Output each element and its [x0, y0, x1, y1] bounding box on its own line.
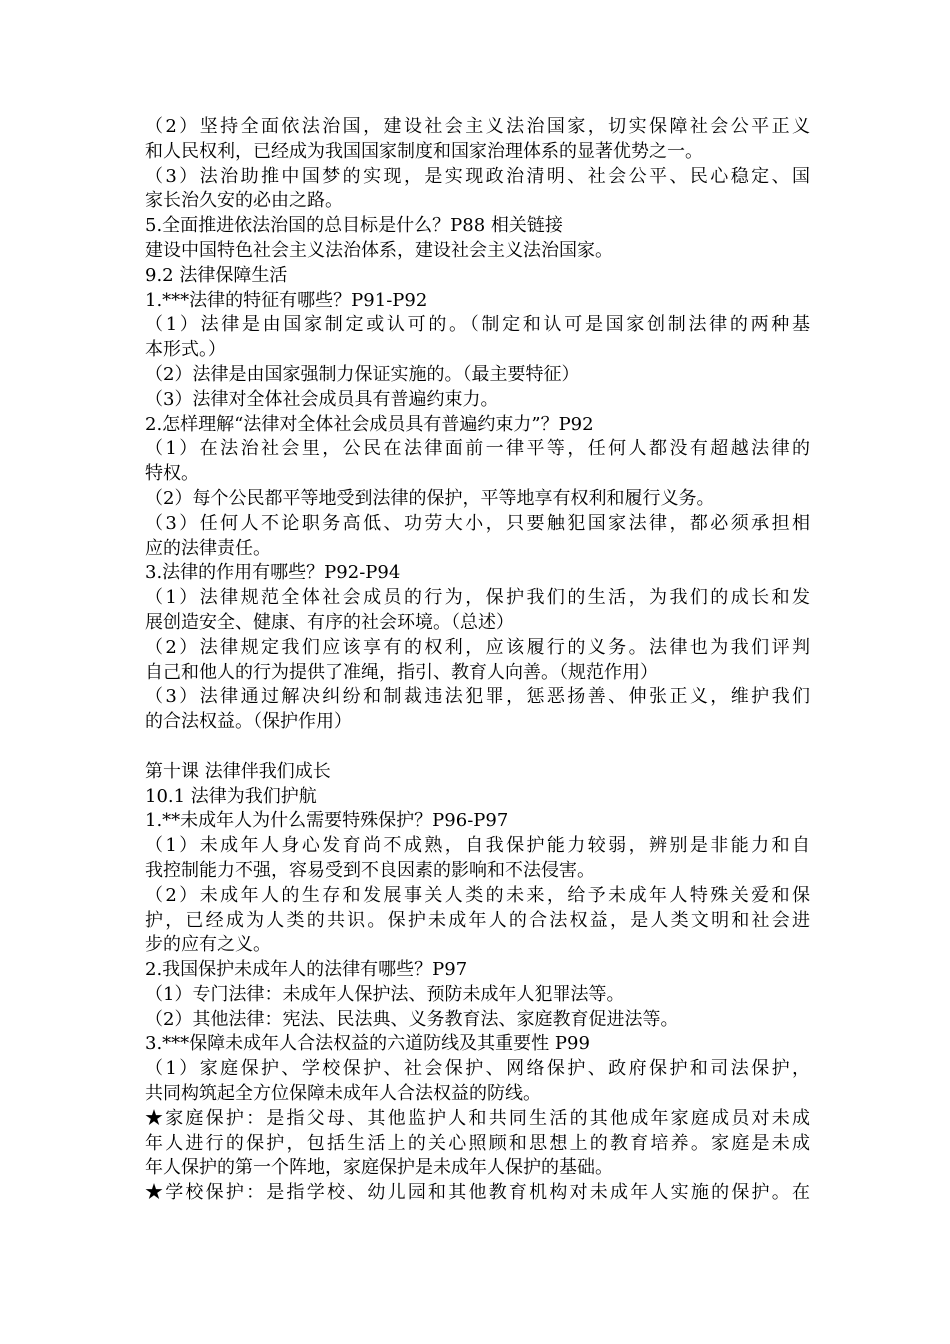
text-line: （2）坚持全面依法治国，建设社会主义法治国家，切实保障社会公平正义 [145, 116, 810, 137]
text-line: 特权。 [145, 463, 199, 485]
text-line: （1）家庭保护、学校保护、社会保护、网络保护、政府保护和司法保护， [145, 1058, 810, 1080]
text-line: 建设中国特色社会主义法治体系，建设社会主义法治国家。 [145, 239, 613, 261]
text-line: 的合法权益。（保护作用） [145, 711, 352, 733]
text-line: （1）法律规范全体社会成员的行为，保护我们的生活，为我们的成长和发 [145, 587, 810, 609]
text-line: 5.全面推进依法治国的总目标是什么？P88 相关链接 [145, 215, 563, 237]
text-line: （3）法律对全体社会成员具有普遍约束力。 [145, 388, 499, 410]
text-line: ★家庭保护：是指父母、其他监护人和共同生活的其他成年家庭成员对未成 [145, 1107, 810, 1129]
text-line: 家长治久安的必由之路。 [145, 190, 343, 212]
text-line: （2）法律是由国家强制力保证实施的。（最主要特征） [145, 363, 580, 385]
text-line: 展创造安全、健康、有序的社会环境。（总述） [145, 611, 514, 633]
text-line: （3）法律通过解决纠纷和制裁违法犯罪，惩恶扬善、伸张正义，维护我们 [145, 686, 810, 708]
text-line: ★学校保护：是指学校、幼儿园和其他教育机构对未成年人实施的保护。在 [145, 1182, 810, 1204]
text-line: 和人民权利，已经成为我国国家制度和国家治理体系的显著优势之一。 [145, 140, 703, 162]
document-page [145, 115, 810, 1206]
text-line: 共同构筑起全方位保障未成年人合法权益的防线。 [145, 1083, 541, 1105]
text-line: 1.***法律的特征有哪些？P91-P92 [145, 289, 428, 311]
text-line: 第十课 法律伴我们成长 [145, 760, 331, 782]
text-line: （1）未成年人身心发育尚不成熟，自我保护能力较弱，辨别是非能力和自 [145, 835, 810, 857]
text-line: 1.**未成年人为什么需要特殊保护？P96-P97 [145, 810, 509, 832]
text-line: （2）未成年人的生存和发展事关人类的未来，给予未成年人特殊关爱和保 [145, 884, 810, 906]
text-line: （3）法治助推中国梦的实现，是实现政治清明、社会公平、民心稳定、国 [145, 165, 810, 187]
text-line: （2）法律规定我们应该享有的权利，应该履行的义务。法律也为我们评判 [145, 636, 810, 658]
text-line: 9.2 法律保障生活 [145, 264, 288, 286]
text-line: 年人保护的第一个阵地，家庭保护是未成年人保护的基础。 [145, 1157, 613, 1179]
text-line: 3.***保障未成年人合法权益的六道防线及其重要性 P99 [145, 1033, 590, 1055]
text-line: 我控制能力不强，容易受到不良因素的影响和不法侵害。 [145, 859, 595, 881]
text-line: （1）专门法律：未成年人保护法、预防未成年人犯罪法等。 [145, 983, 625, 1005]
blank-line [145, 735, 810, 760]
text-line: 10.1 法律为我们护航 [145, 785, 317, 807]
text-line: 本形式。） [145, 339, 226, 361]
text-line: 年人进行的保护，包括生活上的关心照顾和思想上的教育培养。家庭是未成 [145, 1132, 810, 1154]
text-line: （3）任何人不论职务高低、功劳大小，只要触犯国家法律，都必须承担相 [145, 512, 810, 534]
text-line: 2.怎样理解“法律对全体社会成员具有普遍约束力”？P92 [145, 413, 594, 435]
text-line: （2）每个公民都平等地受到法律的保护，平等地享有权利和履行义务。 [145, 487, 715, 509]
text-line: 护，已经成为人类的共识。保护未成年人的合法权益，是人类文明和社会进 [145, 909, 810, 931]
text-line: 2.我国保护未成年人的法律有哪些？P97 [145, 959, 468, 981]
text-line: （2）其他法律：宪法、民法典、义务教育法、家庭教育促进法等。 [145, 1008, 679, 1030]
text-line: 3.法律的作用有哪些？P92-P94 [145, 562, 401, 584]
text-line: 步的应有之义。 [145, 934, 271, 956]
text-line: 自己和他人的行为提供了准绳，指引、教育人向善。（规范作用） [145, 661, 658, 683]
text-line: （1）在法治社会里，公民在法律面前一律平等，任何人都没有超越法律的 [145, 438, 810, 460]
text-line: （1）法律是由国家制定或认可的。（制定和认可是国家创制法律的两种基 [145, 314, 810, 336]
text-line: 应的法律责任。 [145, 537, 271, 559]
